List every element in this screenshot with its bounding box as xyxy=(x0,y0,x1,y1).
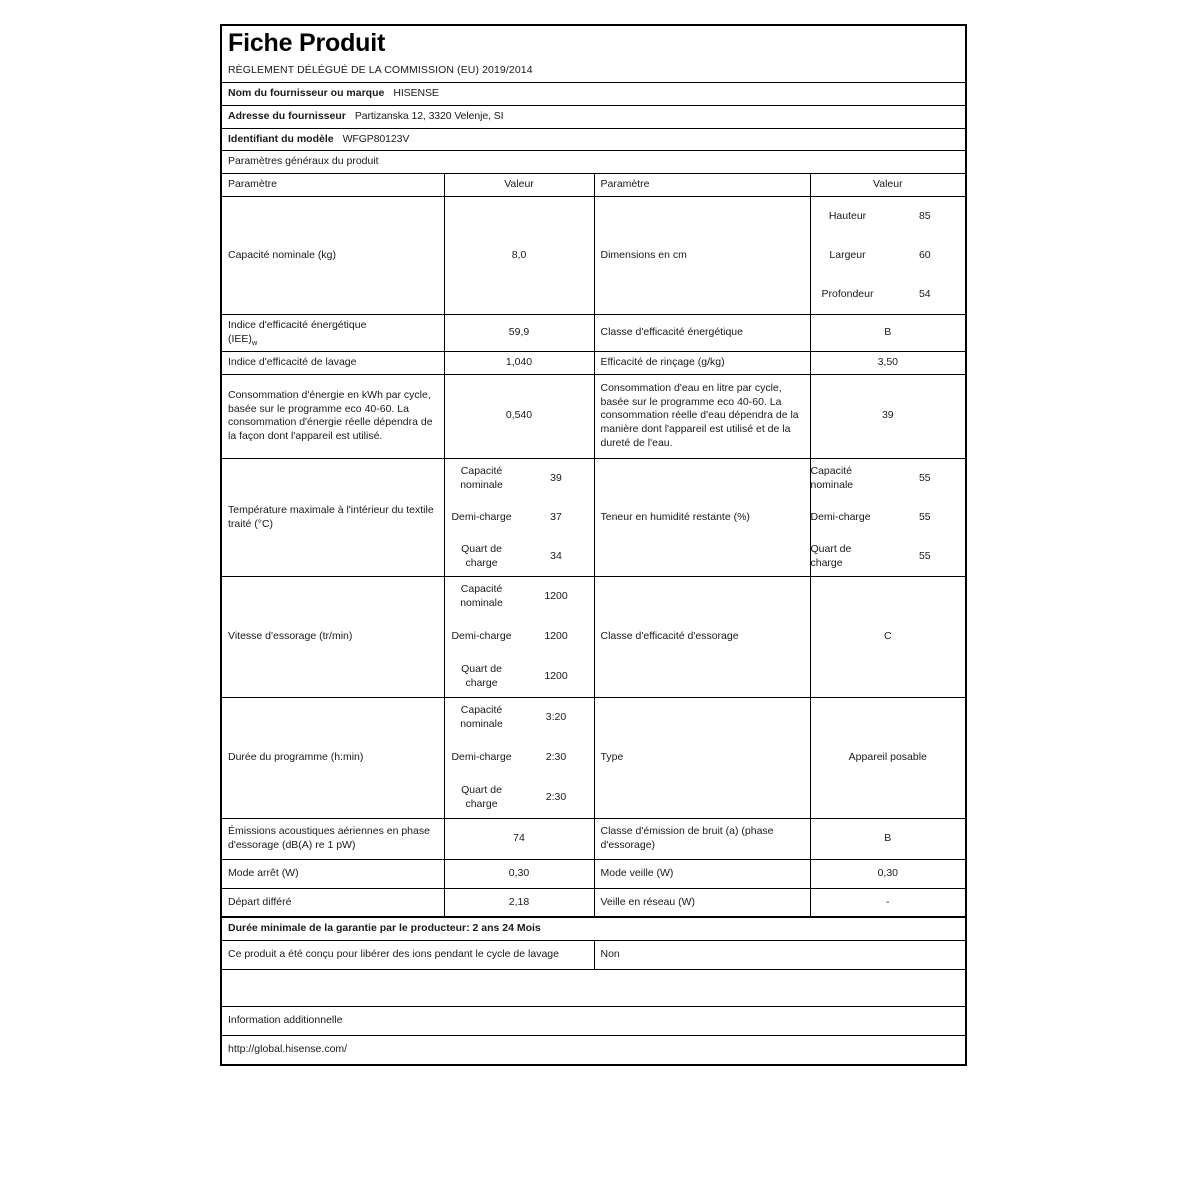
supplier-address-row xyxy=(221,105,966,128)
supplier-address-label: Adresse du fournisseur xyxy=(228,109,346,122)
website-url[interactable]: http://global.hisense.com/ xyxy=(221,1036,966,1065)
noise-class-value: B xyxy=(810,819,966,860)
header-param-right: Paramètre xyxy=(594,174,810,197)
moisture-value-quarter: 55 xyxy=(918,549,931,562)
model-label: Identifiant du modèle xyxy=(228,132,334,145)
spin-value-nominal: 1200 xyxy=(544,590,568,603)
title-block xyxy=(221,25,966,82)
delay-start-label: Départ différé xyxy=(221,888,444,917)
moisture-label-half: Demi-charge xyxy=(810,510,871,523)
capacity-label: Capacité nominale (kg) xyxy=(221,197,444,315)
spin-class-label: Classe d'efficacité d'essorage xyxy=(594,577,810,698)
program-duration-label: Durée du programme (h:min) xyxy=(221,698,444,819)
header-value-right: Valeur xyxy=(810,174,966,197)
supplier-name-value: HISENSE xyxy=(393,86,439,99)
spin-row xyxy=(221,577,966,698)
consumption-row xyxy=(221,374,966,458)
general-params-section-row xyxy=(221,151,966,174)
noise-class-label: Classe d'émission de bruit (a) (phase d'essorage) xyxy=(594,819,810,860)
max-temperature-subtable xyxy=(445,459,594,576)
model-cell xyxy=(221,128,966,151)
residual-moisture-subtable-cell xyxy=(810,459,966,577)
dimensions-label: Dimensions en cm xyxy=(594,197,810,315)
capacity-value: 8,0 xyxy=(444,197,594,315)
duration-label-half: Demi-charge xyxy=(451,751,512,764)
type-value: Appareil posable xyxy=(810,698,966,819)
supplier-address-value: Partizanska 12, 3320 Velenje, SI xyxy=(354,109,504,122)
dimension-item-depth xyxy=(811,275,966,314)
dimensions-subtable-cell xyxy=(810,197,966,315)
spin-label-nominal: Capacité nominale xyxy=(460,583,503,610)
dimension-value-height: 85 xyxy=(918,209,931,222)
water-consumption-value: 39 xyxy=(810,374,966,458)
wash-efficiency-value: 1,040 xyxy=(444,351,594,374)
temperature-label-quarter: Quart de charge xyxy=(461,542,502,569)
max-temperature-subtable-cell xyxy=(444,459,594,577)
dimension-value-depth: 54 xyxy=(918,287,931,300)
temperature-label-half: Demi-charge xyxy=(451,510,512,523)
url-row xyxy=(221,1036,966,1065)
duration-label-quarter: Quart de charge xyxy=(461,784,502,811)
moisture-item-quarter xyxy=(811,537,966,576)
off-mode-label: Mode arrêt (W) xyxy=(221,859,444,888)
energy-class-label: Classe d'efficacité énergétique xyxy=(594,315,810,352)
spin-speed-subtable-cell xyxy=(444,577,594,698)
product-information-table xyxy=(220,24,967,1066)
supplier-name-label: Nom du fournisseur ou marque xyxy=(228,86,385,99)
spin-value-half: 1200 xyxy=(544,630,568,643)
wash-efficiency-label: Indice d'efficacité de lavage xyxy=(221,351,444,374)
acoustic-value: 74 xyxy=(444,819,594,860)
delay-start-value: 2,18 xyxy=(444,888,594,917)
eei-label xyxy=(221,315,444,352)
eei-energyclass-row xyxy=(221,315,966,352)
power-modes-row xyxy=(221,859,966,888)
duration-value-nominal: 3:20 xyxy=(545,711,567,724)
energy-consumption-label: Consommation d'énergie en kWh par cycle, basée sur le programme eco 40-60. La consommation d'énergie réelle dépendra de la façon dont l'appareil est utilisé. xyxy=(221,374,444,458)
acoustic-label: Émissions acoustiques aériennes en phase d'essorage (dB(A) re 1 pW) xyxy=(221,819,444,860)
model-row xyxy=(221,128,966,151)
blank-cell xyxy=(221,970,966,1007)
supplier-name-cell xyxy=(221,82,966,105)
spin-item-nominal xyxy=(445,577,594,617)
duration-value-half: 2:30 xyxy=(545,751,567,764)
ions-value: Non xyxy=(594,941,966,970)
duration-value-quarter: 2:30 xyxy=(545,791,567,804)
program-duration-subtable xyxy=(445,698,594,818)
eei-label-subscript: w xyxy=(251,338,258,348)
capacity-dimensions-row xyxy=(221,197,966,315)
energy-consumption-value: 0,540 xyxy=(444,374,594,458)
dimension-label-height: Hauteur xyxy=(828,209,867,222)
additional-info-label: Information additionnelle xyxy=(221,1007,966,1036)
network-standby-value: - xyxy=(810,888,966,917)
moisture-label-quarter: Quart de charge xyxy=(810,542,852,569)
temperature-moisture-row xyxy=(221,459,966,577)
water-consumption-label: Consommation d'eau en litre par cycle, basée sur le programme eco 40-60. La consommation réelle d'eau dépendra de la manière dont l'appareil est utilisé et de la dureté de l'eau. xyxy=(594,374,810,458)
spin-class-value: C xyxy=(810,577,966,698)
moisture-item-nominal xyxy=(811,459,966,498)
temperature-item-half xyxy=(445,498,594,537)
general-params-heading: Paramètres généraux du produit xyxy=(221,151,966,174)
title-row xyxy=(221,25,966,82)
warranty-row xyxy=(221,917,966,940)
table-header-row xyxy=(221,174,966,197)
header-param-left: Paramètre xyxy=(221,174,444,197)
ions-label: Ce produit a été conçu pour libérer des ions pendant le cycle de lavage xyxy=(221,941,594,970)
temperature-label-nominal: Capacité nominale xyxy=(460,464,503,491)
moisture-value-half: 55 xyxy=(918,510,931,523)
temperature-value-half: 37 xyxy=(550,510,562,523)
duration-item-nominal xyxy=(445,698,594,738)
regulation-subtitle: RÈGLEMENT DÉLÉGUÉ DE LA COMMISSION (EU) 2019/2014 xyxy=(228,64,533,76)
program-duration-subtable-cell xyxy=(444,698,594,819)
spin-item-quarter xyxy=(445,657,594,697)
dimension-label-width: Largeur xyxy=(829,248,866,261)
rinse-efficiency-value: 3,50 xyxy=(810,351,966,374)
delay-network-row xyxy=(221,888,966,917)
duration-item-quarter xyxy=(445,778,594,818)
temperature-item-nominal xyxy=(445,459,594,498)
moisture-value-nominal: 55 xyxy=(918,471,931,484)
dimensions-subtable xyxy=(811,197,966,314)
dimension-value-width: 60 xyxy=(918,248,931,261)
dimension-item-width xyxy=(811,236,966,275)
standby-mode-value: 0,30 xyxy=(810,859,966,888)
eei-value: 59,9 xyxy=(444,315,594,352)
max-temperature-label: Température maximale à l'intérieur du textile traité (°C) xyxy=(221,459,444,577)
spin-label-quarter: Quart de charge xyxy=(461,663,502,690)
header-value-left: Valeur xyxy=(444,174,594,197)
wash-rinse-row xyxy=(221,351,966,374)
spin-value-quarter: 1200 xyxy=(544,670,568,683)
eei-label-paren: (IEE) xyxy=(228,333,252,346)
moisture-item-half xyxy=(811,498,966,537)
rinse-efficiency-label: Efficacité de rinçage (g/kg) xyxy=(594,351,810,374)
blank-row xyxy=(221,970,966,1007)
acoustic-row xyxy=(221,819,966,860)
dimension-label-depth: Profondeur xyxy=(821,287,874,300)
supplier-name-row xyxy=(221,82,966,105)
fiche-sheet xyxy=(220,24,965,1066)
eei-label-main: Indice d'efficacité énergétique xyxy=(228,319,367,332)
energy-class-value: B xyxy=(810,315,966,352)
network-standby-label: Veille en réseau (W) xyxy=(594,888,810,917)
temperature-item-quarter xyxy=(445,537,594,576)
off-mode-value: 0,30 xyxy=(444,859,594,888)
supplier-address-cell xyxy=(221,105,966,128)
spin-speed-label: Vitesse d'essorage (tr/min) xyxy=(221,577,444,698)
temperature-value-quarter: 34 xyxy=(550,549,562,562)
duration-type-row xyxy=(221,698,966,819)
spin-speed-subtable xyxy=(445,577,594,697)
moisture-label-nominal: Capacité nominale xyxy=(810,464,854,491)
spin-item-half xyxy=(445,617,594,657)
ions-row xyxy=(221,941,966,970)
page-title: Fiche Produit xyxy=(228,29,386,57)
additional-info-row xyxy=(221,1007,966,1036)
temperature-value-nominal: 39 xyxy=(550,471,562,484)
warranty-text: Durée minimale de la garantie par le producteur: 2 ans 24 Mois xyxy=(221,917,966,940)
duration-item-half xyxy=(445,738,594,778)
duration-label-nominal: Capacité nominale xyxy=(460,704,503,731)
spin-label-half: Demi-charge xyxy=(451,630,512,643)
standby-mode-label: Mode veille (W) xyxy=(594,859,810,888)
residual-moisture-label: Teneur en humidité restante (%) xyxy=(594,459,810,577)
type-label: Type xyxy=(594,698,810,819)
model-value: WFGP80123V xyxy=(342,132,410,145)
residual-moisture-subtable xyxy=(811,459,966,576)
dimension-item-height xyxy=(811,197,966,236)
